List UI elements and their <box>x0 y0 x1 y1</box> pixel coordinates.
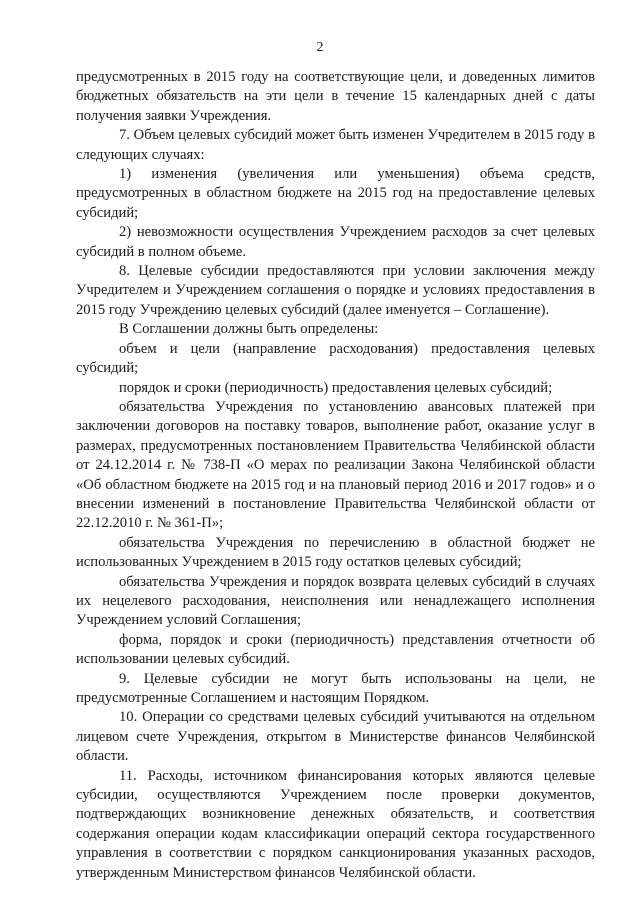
paragraph-item-9: 9. Целевые субсидии не могут быть использованы на цели, не предусмотренные Соглашением и настоящим Порядком. <box>76 670 595 706</box>
paragraph-item-7: 7. Объем целевых субсидий может быть изменен Учредителем в 2015 году в следующих случаях: <box>76 127 595 163</box>
paragraph-agreement-reporting: форма, порядок и сроки (периодичность) представления отчетности об использовании целевых субсидий. <box>76 631 595 668</box>
paragraph-agreement-schedule: порядок и сроки (периодичность) предоставления целевых субсидий; <box>119 379 553 396</box>
paragraph-agreement-advance-payments: обязательства Учреждения по установлению авансовых платежей при заключении договоров на поставку товаров, выполнение работ, оказание услуг в размерах, предусмотренных постановлением Правительства Челябинской области от 24.12.2014 г. № 738-П «О мерах по реализации Закона Челябинской области «Об областном бюджете на 2015 год и на плановый период 2016 и 2017 годов» и о внесении изменений в постановление Правительства Челябинской области от 22.12.2010 г. № 361-П»; <box>76 398 595 532</box>
paragraph-agreement-intro: В Соглашении должны быть определены: <box>119 321 379 338</box>
paragraph-agreement-transfer-remainder: обязательства Учреждения по перечислению в областной бюджет не использованных Учреждением в 2015 году остатков целевых субсидий; <box>76 534 595 571</box>
paragraph-continuation: предусмотренных в 2015 году на соответствующие цели, и доведенных лимитов бюджетных обязательств на эти цели в течение 15 календарных дней с даты получения заявки Учреждения. <box>76 69 595 124</box>
paragraph-case-2: 2) невозможности осуществления Учреждением расходов за счет целевых субсидий в полном объеме. <box>76 224 595 260</box>
paragraph-case-1: 1) изменения (увеличения или уменьшения) объема средств, предусмотренных в областном бюджете на 2015 год на предоставление целевых субсидий; <box>76 166 595 221</box>
paragraph-item-11: 11. Расходы, источником финансирования которых являются целевые субсидии, осуществляются Учреждением после проверки документов, подтверждающих возникновение денежных обязательств, и соответствия содержания операции кодам классификации операций сектора государственного управления в соответствии с порядком санкционирования указанных расходов, утвержденным Министерством финансов Челябинской области. <box>76 767 595 881</box>
document-body <box>76 68 595 883</box>
paragraph-agreement-volume: объем и цели (направление расходования) предоставления целевых субсидий; <box>76 340 595 377</box>
page-number: 2 <box>316 40 324 55</box>
paragraph-item-10: 10. Операции со средствами целевых субсидий учитываются на отдельном лицевом счете Учреждения, открытом в Министерстве финансов Челябинской области. <box>76 709 595 765</box>
paragraph-item-8: 8. Целевые субсидии предоставляются при условии заключения между Учредителем и Учреждением соглашения о порядке и условиях предоставления в 2015 году Учреждению целевых субсидий (далее именуется – Соглашение). <box>76 263 595 318</box>
paragraph-agreement-return: обязательства Учреждения и порядок возврата целевых субсидий в случаях их нецелевого расходования, неисполнения или ненадлежащего исполнения Учреждением условий Соглашения; <box>76 573 595 629</box>
